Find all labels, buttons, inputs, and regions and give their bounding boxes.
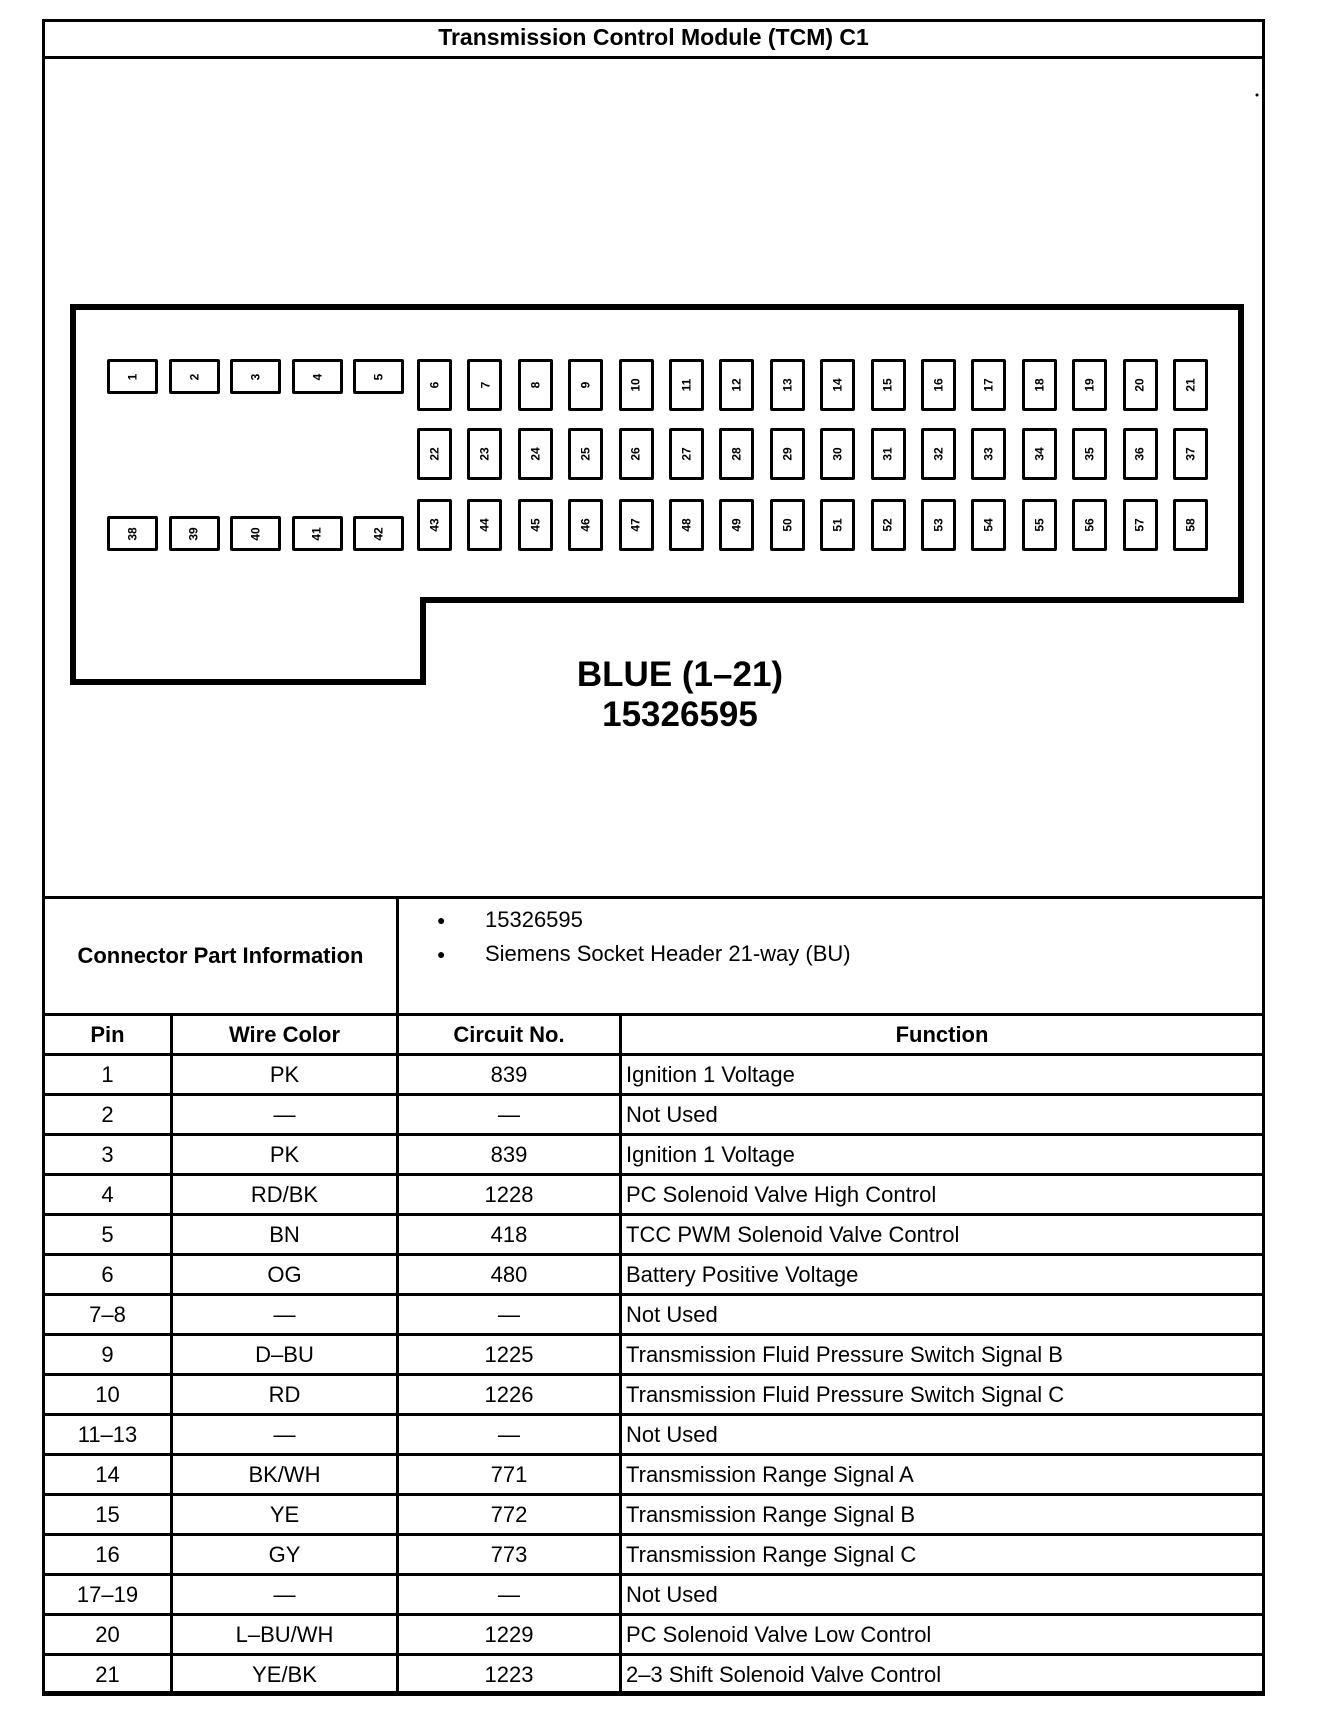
pin-cavity (921, 499, 956, 551)
pinout-table (42, 896, 1265, 1696)
pin-cavity (871, 499, 906, 551)
wire-color-cell: — (172, 1095, 398, 1135)
function-cell: TCC PWM Solenoid Valve Control (621, 1215, 1264, 1255)
connector-part-number: 15326595 (602, 695, 758, 734)
pin-number: 16 (931, 378, 946, 392)
pin-number: 26 (629, 447, 644, 461)
pin-cavity (417, 359, 452, 411)
pin-number: 54 (981, 518, 996, 532)
pin-number: 45 (528, 518, 543, 532)
pin-number: 22 (427, 447, 442, 461)
pin-number: 52 (881, 518, 896, 532)
pin-cavity (1173, 499, 1208, 551)
pin-number: 28 (729, 447, 744, 461)
pin-cavity (719, 359, 754, 411)
pin-cell: 11–13 (44, 1415, 172, 1455)
part-info-label: Connector Part Information (44, 898, 398, 1015)
pin-number: 5 (371, 373, 386, 380)
pin-number: 38 (125, 526, 140, 541)
function-cell: 2–3 Shift Solenoid Valve Control (621, 1655, 1264, 1695)
circuit-cell: 1228 (398, 1175, 621, 1215)
circuit-cell: — (398, 1295, 621, 1335)
circuit-cell: 839 (398, 1055, 621, 1095)
table-row (44, 1135, 1264, 1175)
wire-color-cell: GY (172, 1535, 398, 1575)
wire-color-cell: RD (172, 1375, 398, 1415)
connector-diagram (45, 59, 1262, 896)
circuit-cell: — (398, 1575, 621, 1615)
pin-number: 6 (427, 381, 442, 389)
function-cell: Transmission Fluid Pressure Switch Signal C (621, 1375, 1264, 1415)
pin-cavity (353, 516, 404, 551)
pin-cavity (820, 499, 855, 551)
pin-cavity (467, 428, 502, 480)
wire-color-cell: RD/BK (172, 1175, 398, 1215)
pin-cavity (619, 428, 654, 480)
pin-cavity (669, 428, 704, 480)
table-row (44, 1095, 1264, 1135)
pin-number: 31 (881, 447, 896, 461)
connector-color: BLUE (1–21) (576, 655, 784, 694)
circuit-cell: 1229 (398, 1615, 621, 1655)
pin-number: 17 (981, 378, 996, 392)
function-cell: Not Used (621, 1295, 1264, 1335)
table-row (44, 1255, 1264, 1295)
pin-number: 47 (629, 518, 644, 532)
pin-number: 53 (931, 518, 946, 532)
circuit-cell: 771 (398, 1455, 621, 1495)
pin-cell: 3 (44, 1135, 172, 1175)
pin-number: 1 (125, 373, 140, 380)
pin-cell: 6 (44, 1255, 172, 1295)
part-info-item: ● 15326595 (445, 903, 1262, 937)
table-row (44, 1295, 1264, 1335)
pin-number: 34 (1032, 447, 1047, 461)
page-title: Transmission Control Module (TCM) C1 (42, 19, 1265, 59)
part-info-item: ● Siemens Socket Header 21-way (BU) (445, 937, 1262, 971)
part-info-list (398, 898, 1264, 1015)
pin-cell: 20 (44, 1615, 172, 1655)
pin-number: 35 (1082, 447, 1097, 461)
pin-cavity (971, 359, 1006, 411)
pin-cavity (921, 359, 956, 411)
pin-cavity (820, 428, 855, 480)
function-cell: Transmission Range Signal C (621, 1535, 1264, 1575)
wire-color-cell: BK/WH (172, 1455, 398, 1495)
pin-cavity (568, 359, 603, 411)
pin-number: 14 (830, 378, 845, 392)
circuit-cell: 1226 (398, 1375, 621, 1415)
pin-cell: 5 (44, 1215, 172, 1255)
pin-cavity (1022, 359, 1057, 411)
circuit-cell: 1223 (398, 1655, 621, 1695)
wire-color-cell: — (172, 1415, 398, 1455)
pin-number: 12 (729, 378, 744, 392)
pin-cavity (169, 516, 220, 551)
function-cell: Transmission Range Signal B (621, 1495, 1264, 1535)
table-row (44, 1535, 1264, 1575)
wire-color-cell: D–BU (172, 1335, 398, 1375)
function-cell: Not Used (621, 1575, 1264, 1615)
pin-cavity (1022, 499, 1057, 551)
pin-cavity (230, 516, 281, 551)
pin-cavity (1123, 499, 1158, 551)
pin-number: 48 (679, 518, 694, 532)
pin-number: 20 (1133, 378, 1148, 392)
pin-number: 32 (931, 447, 946, 461)
pin-cell: 1 (44, 1055, 172, 1095)
pin-cavity (292, 359, 343, 394)
pin-number: 30 (830, 447, 845, 461)
pin-cell: 16 (44, 1535, 172, 1575)
pin-number: 27 (679, 447, 694, 461)
pin-cavity (467, 359, 502, 411)
pin-cell: 14 (44, 1455, 172, 1495)
pin-cavity (568, 428, 603, 480)
pin-number: 24 (528, 447, 543, 461)
function-cell: Not Used (621, 1095, 1264, 1135)
pin-number: 9 (578, 381, 593, 389)
header-function: Function (621, 1015, 1264, 1055)
wire-color-cell: BN (172, 1215, 398, 1255)
pin-number: 23 (477, 447, 492, 461)
pin-cavity (518, 499, 553, 551)
table-header-row (44, 1015, 1264, 1055)
table-row (44, 1415, 1264, 1455)
pin-number: 19 (1082, 378, 1097, 392)
pin-cavity (518, 428, 553, 480)
connector-label (520, 655, 840, 735)
pin-number: 29 (780, 447, 795, 461)
wire-color-cell: YE (172, 1495, 398, 1535)
pin-cavity (619, 499, 654, 551)
pin-cavity (770, 359, 805, 411)
pin-number: 57 (1133, 518, 1148, 532)
pin-number: 15 (881, 378, 896, 392)
pin-number: 18 (1032, 378, 1047, 392)
function-cell: Transmission Fluid Pressure Switch Signal B (621, 1335, 1264, 1375)
pin-cell: 10 (44, 1375, 172, 1415)
pin-cavity (669, 359, 704, 411)
table-row (44, 1455, 1264, 1495)
pin-cavity (518, 359, 553, 411)
circuit-cell: 480 (398, 1255, 621, 1295)
wire-color-cell: — (172, 1575, 398, 1615)
table-row (44, 1215, 1264, 1255)
table-row (44, 1615, 1264, 1655)
pin-cavity (921, 428, 956, 480)
pin-cavity (292, 516, 343, 551)
pin-cavity (230, 359, 281, 394)
pin-cavity (871, 359, 906, 411)
pin-number: 42 (371, 526, 386, 541)
pin-number: 46 (578, 518, 593, 532)
pin-number: 44 (477, 518, 492, 532)
pin-cavity (169, 359, 220, 394)
pin-number: 50 (780, 518, 795, 532)
table-row (44, 1335, 1264, 1375)
circuit-cell: 1225 (398, 1335, 621, 1375)
pin-number: 10 (629, 378, 644, 392)
pin-number: 55 (1032, 518, 1047, 532)
table-row (44, 1575, 1264, 1615)
pin-cavity (1123, 359, 1158, 411)
pin-number: 3 (248, 373, 263, 380)
pin-cavity (619, 359, 654, 411)
pin-cavity (353, 359, 404, 394)
wire-color-cell: PK (172, 1055, 398, 1095)
pin-cavity (1022, 428, 1057, 480)
circuit-cell: — (398, 1415, 621, 1455)
pin-number: 2 (187, 373, 201, 380)
pin-number: 13 (780, 378, 795, 392)
pin-number: 33 (981, 447, 996, 461)
pin-number: 36 (1133, 447, 1148, 461)
wire-color-cell: L–BU/WH (172, 1615, 398, 1655)
pin-cell: 15 (44, 1495, 172, 1535)
pin-cavity (719, 499, 754, 551)
pin-cavity (820, 359, 855, 411)
pin-number: 41 (309, 526, 324, 541)
pin-cavity (719, 428, 754, 480)
function-cell: Battery Positive Voltage (621, 1255, 1264, 1295)
function-cell: Transmission Range Signal A (621, 1455, 1264, 1495)
pin-cavity (1173, 428, 1208, 480)
function-cell: Not Used (621, 1415, 1264, 1455)
header-pin: Pin (44, 1015, 172, 1055)
pin-number: 21 (1183, 378, 1198, 392)
pin-cavity (871, 428, 906, 480)
pin-number: 40 (248, 526, 263, 541)
function-cell: Ignition 1 Voltage (621, 1055, 1264, 1095)
pin-cavity (1173, 359, 1208, 411)
table-row (44, 1375, 1264, 1415)
pin-cell: 4 (44, 1175, 172, 1215)
function-cell: PC Solenoid Valve Low Control (621, 1615, 1264, 1655)
pin-cell: 17–19 (44, 1575, 172, 1615)
pin-cavity (107, 516, 158, 551)
pin-cavity (971, 499, 1006, 551)
wire-color-cell: OG (172, 1255, 398, 1295)
pin-cavity (107, 359, 158, 394)
pin-cavity (467, 499, 502, 551)
pin-number: 51 (830, 518, 845, 532)
pin-number: 8 (528, 381, 543, 389)
table-row (44, 1655, 1264, 1695)
pin-cavity (417, 428, 452, 480)
pin-cell: 7–8 (44, 1295, 172, 1335)
pin-number: 4 (310, 373, 324, 380)
pin-number: 43 (427, 518, 442, 532)
header-circuit: Circuit No. (398, 1015, 621, 1055)
pin-number: 11 (679, 378, 694, 392)
pin-number: 49 (729, 518, 744, 532)
circuit-cell: — (398, 1095, 621, 1135)
pin-cavity (568, 499, 603, 551)
pin-number: 7 (477, 381, 492, 389)
pin-cell: 2 (44, 1095, 172, 1135)
wire-color-cell: YE/BK (172, 1655, 398, 1695)
pin-cavity (1123, 428, 1158, 480)
pin-number: 25 (578, 447, 593, 461)
circuit-cell: 773 (398, 1535, 621, 1575)
pin-cavity (971, 428, 1006, 480)
pin-cavity (1072, 428, 1107, 480)
pin-cavity (417, 499, 452, 551)
pin-number: 58 (1183, 518, 1198, 532)
pin-cavity (770, 428, 805, 480)
wire-color-cell: PK (172, 1135, 398, 1175)
pin-cell: 9 (44, 1335, 172, 1375)
function-cell: PC Solenoid Valve High Control (621, 1175, 1264, 1215)
header-wire-color: Wire Color (172, 1015, 398, 1055)
pin-number: 39 (186, 526, 201, 541)
pin-cavity (1072, 499, 1107, 551)
circuit-cell: 839 (398, 1135, 621, 1175)
pin-number: 37 (1183, 447, 1198, 461)
circuit-cell: 772 (398, 1495, 621, 1535)
table-row (44, 1495, 1264, 1535)
pin-cavity (669, 499, 704, 551)
wire-color-cell: — (172, 1295, 398, 1335)
pin-cell: 21 (44, 1655, 172, 1695)
circuit-cell: 418 (398, 1215, 621, 1255)
pin-cavity (1072, 359, 1107, 411)
function-cell: Ignition 1 Voltage (621, 1135, 1264, 1175)
pin-cavity (770, 499, 805, 551)
table-row (44, 1055, 1264, 1095)
pin-number: 56 (1082, 518, 1097, 532)
table-row (44, 1175, 1264, 1215)
part-info-row (44, 898, 1264, 1015)
